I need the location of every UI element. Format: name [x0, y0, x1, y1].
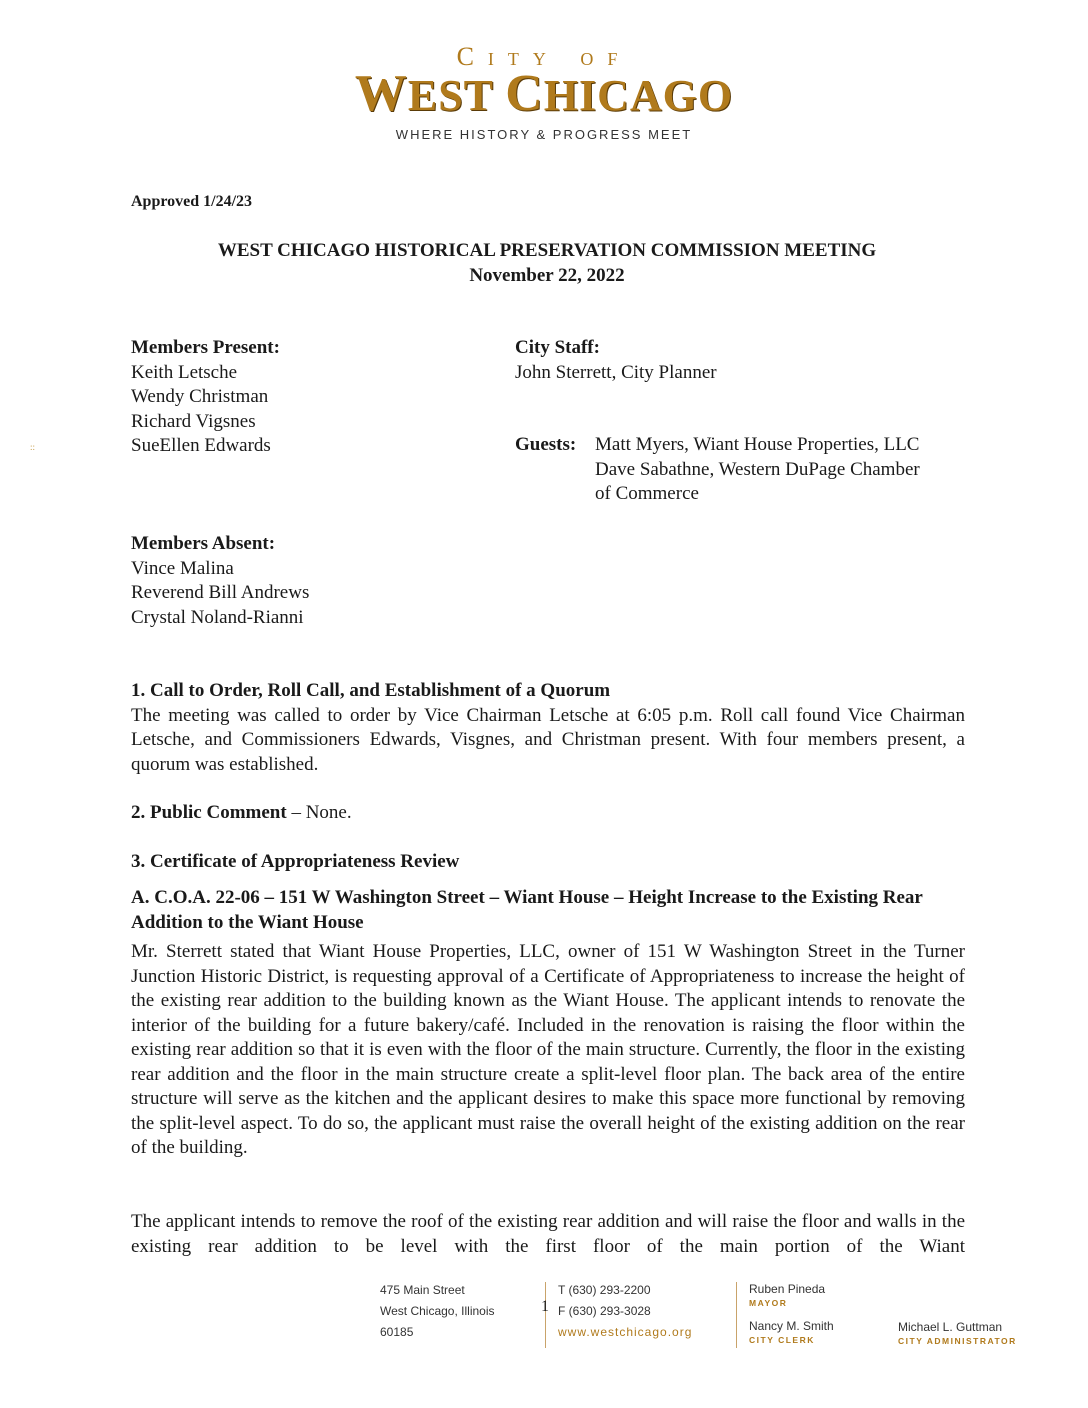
title-line-2: November 22, 2022	[469, 265, 625, 286]
section-3a-paragraph-2: The applicant intends to remove the roof of the existing rear addition and will raise the floor and walls in the existing rear addition to be level with the first floor of the main portion of the Wiant	[131, 1211, 965, 1257]
section-2	[131, 801, 965, 826]
guest-line: Matt Myers, Wiant House Properties, LLC	[595, 434, 920, 455]
letterhead-tagline: WHERE HISTORY & PROGRESS MEET	[395, 127, 693, 142]
members-absent-heading: Members Absent:	[131, 533, 276, 554]
members-absent	[131, 532, 309, 630]
guests-list	[595, 433, 995, 507]
logo-rest-1: EST	[407, 71, 494, 120]
absent-name: Vince Malina	[131, 557, 234, 579]
guest-line: Dave Sabathne, Western DuPage Chamber	[595, 458, 920, 480]
section-2-heading: 2. Public Comment	[131, 802, 287, 823]
title-line-1: WEST CHICAGO HISTORICAL PRESERVATION COMMISSION MEETING	[217, 240, 877, 261]
footer-contact	[558, 1280, 692, 1343]
approved-date: Approved 1/24/23	[131, 193, 253, 210]
section-1-heading: 1. Call to Order, Roll Call, and Establishment of a Quorum	[131, 680, 611, 701]
letterhead-city-of: City of	[456, 42, 632, 71]
guests-label: Guests:	[515, 434, 577, 455]
section-2-body: – None.	[286, 802, 352, 823]
member-name: Keith Letsche	[131, 361, 238, 383]
address-line: 475 Main Street	[380, 1283, 465, 1297]
absent-name: Reverend Bill Andrews	[131, 582, 310, 603]
footer-fax: F (630) 293-3028	[558, 1304, 651, 1318]
member-name: SueEllen Edwards	[131, 435, 271, 456]
margin-mark: ::	[30, 442, 36, 452]
footer-mayor	[749, 1281, 825, 1308]
footer-divider	[736, 1282, 737, 1348]
city-staff	[515, 336, 717, 385]
footer-phone: T (630) 293-2200	[558, 1283, 651, 1297]
section-3a-paragraph-1: Mr. Sterrett stated that Wiant House Properties, LLC, owner of 151 W Washington Street in the Turner Junction Historic District, is requesting approval of a Certificate of Appropriateness to increase the height of the existing rear addition to the building known as the Wiant House. The applicant intends to renovate the interior of the building for a future bakery/café. Included in the renovation is raising the floor within the existing rear addition so that it is even with the floor of the main structure. Currently, the floor in the existing rear addition and the floor in the main structure create a split-level floor plan. The back area of the entire structure will serve as the kitchen and the applicant desires to make this space more functional by removing the split-level aspect. To do so, the applicant must raise the overall height of the existing addition on the rear of the building.	[131, 941, 965, 1158]
city-staff-heading: City Staff:	[515, 337, 600, 358]
administrator-role: CITY ADMINISTRATOR	[898, 1336, 1017, 1346]
clerk-name: Nancy M. Smith	[749, 1319, 834, 1333]
member-name: Wendy Christman	[131, 386, 269, 407]
staff-name: John Sterrett, City Planner	[515, 361, 717, 383]
section-3a-heading: A. C.O.A. 22-06 – 151 W Washington Street – Wiant House – Height Increase to the Existing Rear Addition to the Wiant House	[131, 887, 923, 933]
logo-rest-2: HICAGO	[543, 71, 734, 120]
page-number: 1	[541, 1298, 549, 1315]
address-line: West Chicago, Illinois	[380, 1304, 495, 1318]
member-name: Richard Vigsnes	[131, 410, 256, 432]
administrator-name: Michael L. Guttman	[898, 1320, 1003, 1334]
footer-website[interactable]: www.westchicago.org	[558, 1325, 693, 1339]
section-1-body: The meeting was called to order by Vice Chairman Letsche at 6:05 p.m. Roll call found Vice Chairman Letsche, and Commissioners Edwards, Visgnes, and Christman present. With four members present, a quorum was established.	[131, 704, 965, 775]
address-line: 60185	[380, 1325, 414, 1339]
members-present-heading: Members Present:	[131, 337, 280, 358]
logo-initial-w: W	[354, 65, 408, 122]
guest-line: of Commerce	[595, 483, 699, 504]
footer-address	[380, 1280, 495, 1343]
document-title	[0, 238, 1088, 288]
section-3-heading: 3. Certificate of Appropriateness Review	[131, 851, 460, 872]
members-present	[131, 336, 280, 459]
section-3	[131, 850, 965, 875]
mayor-role: MAYOR	[749, 1298, 788, 1308]
logo-initial-c: C	[505, 65, 544, 122]
clerk-role: CITY CLERK	[749, 1335, 815, 1345]
mayor-name: Ruben Pineda	[749, 1282, 826, 1296]
absent-name: Crystal Noland-Rianni	[131, 606, 304, 628]
letterhead-logo	[0, 64, 1088, 123]
footer-clerk	[749, 1318, 834, 1345]
footer-administrator	[898, 1319, 1017, 1346]
section-1	[131, 679, 965, 777]
